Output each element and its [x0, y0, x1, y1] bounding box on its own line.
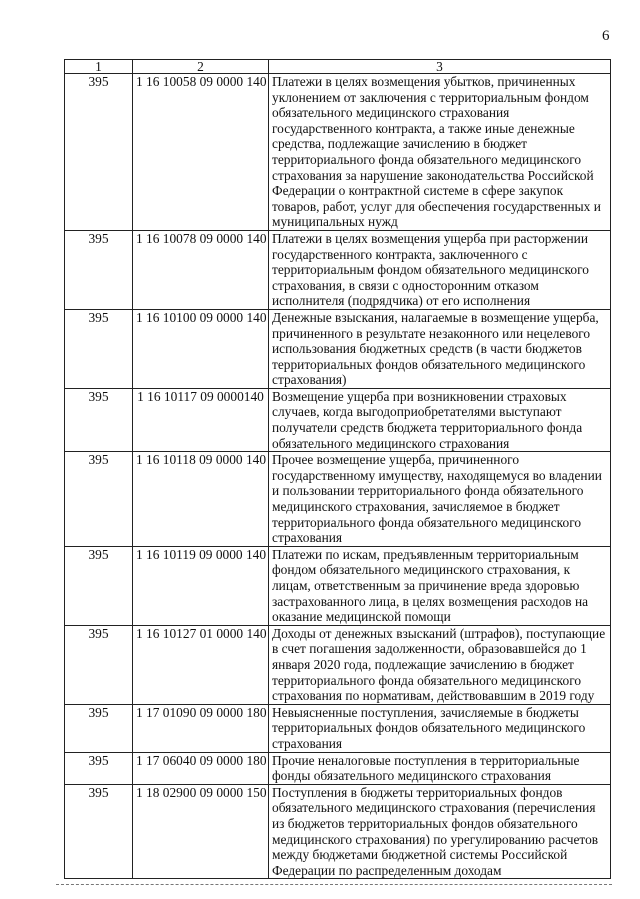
description-cell: Невыясненные поступления, зачисляемые в бюджеты территориальных фондов обязательного медицинского страхования	[269, 704, 611, 752]
table-row	[65, 752, 611, 784]
admin-code-cell: 395	[65, 704, 133, 752]
admin-code-cell: 395	[65, 230, 133, 309]
table-row	[65, 625, 611, 704]
budget-classification-table	[64, 59, 611, 879]
description-cell: Поступления в бюджеты территориальных фондов обязательного медицинского страхования (перечисления из бюджетов территориальных фондов обязательного медицинского страхования) по урегулированию расчетов между бюджетами бюджетной системы Российской Федерации по распределенным доходам	[269, 784, 611, 879]
table-row	[65, 74, 611, 231]
budget-code-cell: 1 16 10119 09 0000 140	[133, 546, 269, 625]
admin-code-cell: 395	[65, 388, 133, 451]
description-cell: Доходы от денежных взысканий (штрафов), поступающие в счет погашения задолженности, образовавшейся до 1 января 2020 года, подлежащие зачислению в бюджет территориального фонда обязательного медицинского страхования по нормативам, действовавшим в 2019 году	[269, 625, 611, 704]
budget-code-cell: 1 16 10078 09 0000 140	[133, 230, 269, 309]
budget-code-cell: 1 16 10127 01 0000 140	[133, 625, 269, 704]
footer-divider	[56, 884, 612, 885]
budget-code-cell: 1 16 10058 09 0000 140	[133, 74, 269, 231]
column-header-3: 3	[269, 60, 611, 74]
table-row	[65, 784, 611, 879]
description-cell: Возмещение ущерба при возникновении страховых случаев, когда выгодоприобретателями выступают получатели средств бюджета территориального фонда обязательного медицинского страхования	[269, 388, 611, 451]
budget-code-cell: 1 17 01090 09 0000 180	[133, 704, 269, 752]
table-row	[65, 309, 611, 388]
admin-code-cell: 395	[65, 784, 133, 879]
admin-code-cell: 395	[65, 546, 133, 625]
budget-code-cell: 1 16 10117 09 0000140	[133, 388, 269, 451]
table-row	[65, 452, 611, 547]
budget-code-cell: 1 18 02900 09 0000 150	[133, 784, 269, 879]
table-row	[65, 230, 611, 309]
admin-code-cell: 395	[65, 309, 133, 388]
description-cell: Денежные взыскания, налагаемые в возмещение ущерба, причиненного в результате незаконного или нецелевого использования бюджетных средств (в части бюджетов территориальных фондов обязательного медицинского страхования)	[269, 309, 611, 388]
table-row	[65, 388, 611, 451]
description-cell: Прочие неналоговые поступления в территориальные фонды обязательного медицинского страхования	[269, 752, 611, 784]
description-cell: Прочее возмещение ущерба, причиненного государственному имуществу, находящемуся во владении и пользовании территориального фонда обязательного медицинского страхования, зачисляемое в бюджет территориального фонда обязательного медицинского страхования	[269, 452, 611, 547]
admin-code-cell: 395	[65, 452, 133, 547]
table-row	[65, 704, 611, 752]
budget-code-cell: 1 16 10118 09 0000 140	[133, 452, 269, 547]
column-header-1: 1	[65, 60, 133, 74]
table-row	[65, 546, 611, 625]
budget-code-cell: 1 16 10100 09 0000 140	[133, 309, 269, 388]
column-header-2: 2	[133, 60, 269, 74]
table-header-row	[65, 60, 611, 74]
admin-code-cell: 395	[65, 625, 133, 704]
description-cell: Платежи в целях возмещения убытков, причиненных уклонением от заключения с территориальным фондом обязательного медицинского страхования государственного контракта, а также иные денежные средства, подлежащие зачислению в бюджет территориального фонда обязательного медицинского страхования за нарушение законодательства Российской Федерации о контрактной системе в сфере закупок товаров, работ, услуг для обеспечения государственных и муниципальных нужд	[269, 74, 611, 231]
description-cell: Платежи по искам, предъявленным территориальным фондом обязательного медицинского страхования, к лицам, ответственным за причинение вреда здоровью застрахованного лица, в целях возмещения расходов на оказание медицинской помощи	[269, 546, 611, 625]
description-cell: Платежи в целях возмещения ущерба при расторжении государственного контракта, заключенного с территориальным фондом обязательного медицинского страхования, в связи с односторонним отказом исполнителя (подрядчика) от его исполнения	[269, 230, 611, 309]
admin-code-cell: 395	[65, 752, 133, 784]
page-number: 6	[602, 28, 610, 44]
budget-code-cell: 1 17 06040 09 0000 180	[133, 752, 269, 784]
admin-code-cell: 395	[65, 74, 133, 231]
